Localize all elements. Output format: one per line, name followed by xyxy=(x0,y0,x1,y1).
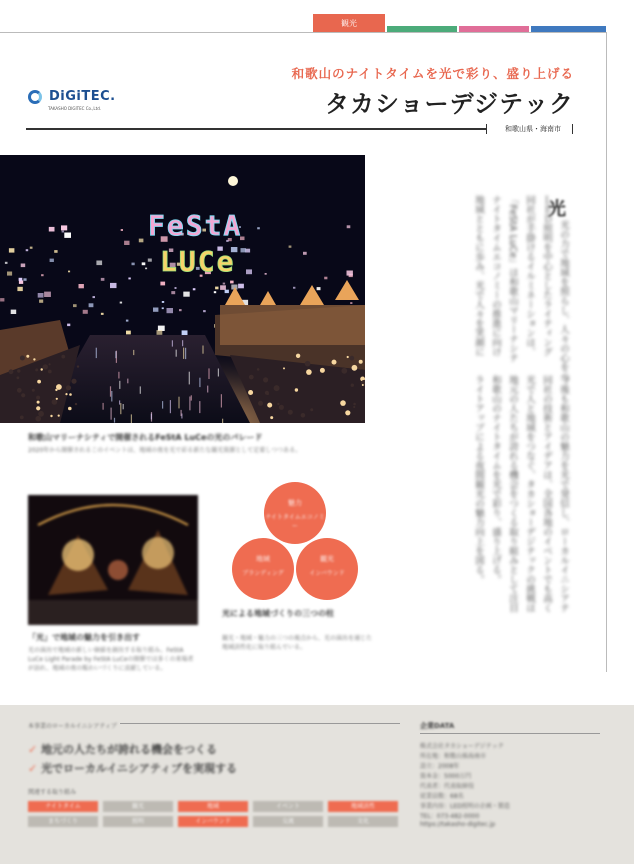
article-column: 地元の人たちが誇れる機会をつくる取り組みとして注目 xyxy=(507,375,518,613)
lantern xyxy=(17,287,22,291)
lantern xyxy=(23,278,26,281)
footer-heading-rule xyxy=(120,723,400,724)
circle-charm-sub: ナイトタイムエコノミー xyxy=(265,514,325,530)
lantern xyxy=(171,291,175,294)
water-reflection xyxy=(199,401,200,413)
footer-chips-heading: 関連する取り組み xyxy=(28,789,77,796)
water-reflection xyxy=(110,386,111,396)
article-column: 同社の技術とアイデアは、全国各地のイベントでも高く xyxy=(541,375,552,613)
tab-1: 観光 xyxy=(313,14,385,32)
company-info-line: 代表者：代表取締役 xyxy=(420,783,475,790)
crowd-light xyxy=(350,356,355,361)
lantern xyxy=(132,263,135,266)
check-icon: ✓ xyxy=(28,762,38,775)
water-reflection xyxy=(140,386,141,393)
circle-region-sub: ブランディング xyxy=(242,570,284,577)
crowd-light xyxy=(50,415,52,417)
logo-subtext: TAKASHO DIGITEC Co.,Ltd. xyxy=(48,106,102,111)
photo-caption-body: 2020年から開催されるこのイベントは、地域の夜を光で彩る新たな観光資源として定着しつつある。 xyxy=(28,447,302,454)
page-title: タカショーデジテック xyxy=(324,90,574,118)
parade-illustration xyxy=(28,495,198,625)
water-reflection xyxy=(151,414,152,420)
tag-chip: 地域 xyxy=(178,801,248,812)
footer-initiative-heading: 本事業のローカルイニシアティブ xyxy=(28,723,117,730)
water-reflection xyxy=(208,368,209,379)
water-reflection xyxy=(119,400,120,404)
water-reflection xyxy=(172,340,173,346)
crowd-light xyxy=(41,368,43,370)
tag-chip: インバウンド xyxy=(178,816,248,827)
water-reflection xyxy=(178,397,179,409)
crowd-light xyxy=(274,385,280,391)
crowd-light xyxy=(249,375,254,380)
lantern xyxy=(225,290,229,293)
crowd-light xyxy=(9,369,14,374)
article-column: 光で人と地域をつなぐ、タカショーデジテックの挑戦は xyxy=(524,375,535,613)
article-lead-char: 光 xyxy=(548,199,566,220)
article-column: 和歌山のナイトタイムを光で彩り、盛り上げる。 xyxy=(490,375,501,584)
lantern xyxy=(347,225,351,228)
crowd-light xyxy=(52,399,58,405)
circle-caption-title: 光による地域づくりの三つの柱 xyxy=(222,609,334,618)
crowd-light xyxy=(36,396,40,400)
lantern xyxy=(350,302,352,304)
circle-charm xyxy=(264,482,326,544)
crowd-light xyxy=(301,413,306,418)
location-label: 和歌山県・海南市 xyxy=(505,125,561,133)
water-reflection xyxy=(162,401,163,409)
article-column: 今後も和歌山の魅力を光で発信し、ローカルイニシアテ xyxy=(558,375,569,613)
crowd-light xyxy=(68,407,72,411)
circle-tourism-title: 観光 xyxy=(320,555,334,563)
crowd-light xyxy=(77,365,79,367)
company-info-line: 株式会社タカショーデジテック xyxy=(420,743,504,750)
logo-text: DiGiTEC. xyxy=(49,89,116,104)
lantern xyxy=(257,227,260,229)
crowd-light xyxy=(56,398,58,400)
page-subtitle: 和歌山のナイトタイムを光で彩り、盛り上げる xyxy=(291,66,574,81)
article-column: ＬＥＤ照明を中心としたライティング xyxy=(541,195,552,357)
crowd-light xyxy=(35,368,38,371)
crowd-light xyxy=(353,406,355,408)
lantern xyxy=(289,246,292,248)
parade-caption-body: 光の演出で地域の新しい価値を創出する取り組み。FeStA LuCe Light Parade by FeStA LuCeの開催では多くの来場者が訪れ、地域の夜の賑わいづくりに貢献している。 xyxy=(28,647,194,672)
crowd-light xyxy=(32,389,35,392)
company-info-line: TEL：073-482-0000 xyxy=(420,813,480,820)
crowd-light xyxy=(340,400,346,406)
lantern xyxy=(142,262,146,265)
company-data-heading: 企業DATA xyxy=(420,722,455,730)
crowd-light xyxy=(347,356,349,358)
footer-check-1-text: 地元の人たちが誇れる機会をつくる xyxy=(41,743,218,756)
company-info-line: 所在地：和歌山県海南市 xyxy=(420,753,487,760)
crowd-light xyxy=(20,356,25,361)
lantern xyxy=(50,259,54,262)
crowd-light xyxy=(288,410,293,415)
lantern xyxy=(5,262,8,264)
lantern xyxy=(160,282,165,286)
lantern xyxy=(223,283,225,285)
lantern xyxy=(162,301,164,303)
lantern xyxy=(41,274,44,276)
company-info-line: 従業員数：68名 xyxy=(420,793,464,800)
lantern xyxy=(220,285,226,290)
crowd-light xyxy=(267,403,272,408)
water-reflection xyxy=(131,414,132,423)
water-reflection xyxy=(96,348,97,358)
tag-chip: 観光 xyxy=(103,801,173,812)
crowd-light xyxy=(359,360,363,364)
crowd-light xyxy=(267,393,269,395)
lantern xyxy=(148,259,152,262)
crowd-light xyxy=(279,405,284,410)
article-column: 光の力で地域を照らし、人々の心をつ xyxy=(558,220,569,382)
water-reflection xyxy=(181,410,182,416)
lantern xyxy=(62,231,64,233)
tag-chip: イベント xyxy=(253,801,323,812)
tag-chip: 文化 xyxy=(328,816,398,827)
crowd-light xyxy=(283,367,285,369)
lantern xyxy=(30,247,33,249)
crowd-light xyxy=(43,364,48,369)
crowd-light xyxy=(26,355,29,358)
lantern xyxy=(39,300,43,303)
lantern xyxy=(21,264,26,268)
company-info-line: 資本金：5000万円 xyxy=(420,773,472,780)
lantern xyxy=(49,227,55,232)
water-reflection xyxy=(185,348,186,359)
crowd-light xyxy=(37,380,41,384)
lantern xyxy=(124,241,129,245)
crowd-light xyxy=(17,376,20,379)
crowd-light xyxy=(17,388,22,393)
lantern xyxy=(175,287,177,289)
lantern xyxy=(93,296,96,298)
check-icon: ✓ xyxy=(28,743,38,756)
tag-chip: まちづくり xyxy=(28,816,98,827)
lantern xyxy=(265,273,267,275)
lantern xyxy=(183,292,189,297)
crowd-light xyxy=(36,406,40,410)
lantern xyxy=(110,283,117,288)
parade-caption-title: 「光」で地域の魅力を引き出す xyxy=(28,633,140,642)
photo-caption-title: 和歌山マリーナシティで開催されるFeStA LuCeの光のパレード xyxy=(28,433,263,442)
crowd-light xyxy=(58,415,60,417)
crowd-light xyxy=(20,416,24,420)
crowd-light xyxy=(263,377,268,382)
lantern xyxy=(54,250,57,253)
crowd-light xyxy=(248,390,253,395)
water-reflection xyxy=(111,408,112,420)
lantern xyxy=(120,302,122,304)
circle-region xyxy=(232,538,294,600)
crowd-light xyxy=(65,393,67,395)
location-tick xyxy=(572,124,573,134)
crowd-light xyxy=(61,355,65,359)
crowd-light xyxy=(332,360,337,365)
crowd-light xyxy=(296,354,300,358)
water-reflection xyxy=(176,350,177,357)
crowd-light xyxy=(69,393,72,396)
water-reflection xyxy=(111,391,112,402)
lantern xyxy=(38,293,44,298)
crowd-light xyxy=(310,408,313,411)
crowd-light xyxy=(35,416,41,422)
crowd-light xyxy=(352,365,358,371)
crowd-light xyxy=(49,363,51,365)
crowd-light xyxy=(33,358,35,360)
lantern xyxy=(145,268,147,270)
lantern xyxy=(215,287,218,290)
festival-illustration xyxy=(0,155,365,423)
crowd-light xyxy=(56,384,62,390)
water-reflection xyxy=(202,346,203,354)
crowd-light xyxy=(362,384,364,386)
water-reflection xyxy=(118,372,119,379)
crowd-light xyxy=(320,368,325,373)
footer-check-1 xyxy=(28,741,217,757)
lantern xyxy=(139,239,144,243)
water-reflection xyxy=(222,419,223,423)
crowd-light xyxy=(71,379,76,384)
lantern xyxy=(79,284,84,288)
company-data-rule xyxy=(420,733,600,734)
water-reflection xyxy=(119,381,120,389)
water-reflection xyxy=(114,418,115,423)
footer-check-2 xyxy=(28,760,237,776)
crowd-light xyxy=(341,368,347,374)
crowd-light xyxy=(353,403,356,406)
water-reflection xyxy=(182,340,183,346)
crowd-light xyxy=(351,384,354,387)
sign-line-1: FeStA xyxy=(148,209,243,242)
crowd-light xyxy=(257,368,260,371)
article-column: ナイトタイムエコノミーの推進に向け xyxy=(490,195,501,357)
water-reflection xyxy=(221,394,222,407)
lantern xyxy=(303,252,307,255)
water-reflection xyxy=(218,369,219,377)
crowd-light xyxy=(37,401,40,404)
water-reflection xyxy=(133,350,134,355)
footer-panel xyxy=(0,705,634,864)
tag-chip: 交流 xyxy=(253,816,323,827)
footer-check-2-text: 光でローカルイニシアティブを実現する xyxy=(41,762,237,775)
crowd-light xyxy=(48,370,52,374)
logo-ring-icon xyxy=(28,90,42,104)
lantern xyxy=(317,287,321,290)
water-reflection xyxy=(127,379,128,384)
water-reflection xyxy=(103,403,104,410)
company-info-line: https://takasho-digitec.jp xyxy=(420,821,496,828)
crowd-light xyxy=(258,401,263,406)
header-divider xyxy=(26,128,486,130)
crowd-light xyxy=(21,393,25,397)
article-column: ライトアップによる夜間観光の魅力向上を図る。 xyxy=(473,375,484,584)
crowd-light xyxy=(38,411,44,417)
tag-chip: 地域活性 xyxy=(328,801,398,812)
lantern xyxy=(64,233,71,238)
company-info-line: 設立：2008年 xyxy=(420,763,460,770)
crowd-light xyxy=(345,410,350,415)
lantern xyxy=(245,249,250,253)
article-column: 同社が手掛けるイルミネーションは、 xyxy=(524,195,535,357)
lantern xyxy=(9,248,15,252)
circle-caption-body: 観光・地域・魅力の三つの視点から、光の演出を通じた地域活性化に取り組んでいる。 xyxy=(222,635,372,651)
lantern xyxy=(19,280,23,284)
crowd-light xyxy=(305,361,311,367)
tag-chip: 照明 xyxy=(103,816,173,827)
water-reflection xyxy=(189,372,190,385)
water-reflection xyxy=(115,351,116,358)
lantern xyxy=(230,281,234,284)
circle-charm-title: 魅力 xyxy=(288,499,302,507)
top-rule xyxy=(0,32,606,33)
crowd-light xyxy=(277,403,279,405)
lantern xyxy=(68,271,70,273)
water-reflection xyxy=(123,404,124,409)
crowd-light xyxy=(17,369,20,372)
water-reflection xyxy=(199,378,200,387)
lantern xyxy=(0,298,4,301)
lantern xyxy=(293,287,295,289)
crowd-light xyxy=(306,369,312,375)
lantern xyxy=(246,269,252,274)
crowd-light xyxy=(270,416,273,419)
lantern xyxy=(44,292,51,297)
water-reflection xyxy=(207,386,208,393)
lantern xyxy=(128,278,130,280)
water-reflection xyxy=(183,348,184,359)
lantern xyxy=(61,225,67,230)
lantern xyxy=(214,291,216,293)
lantern xyxy=(241,248,246,252)
lantern xyxy=(324,277,327,280)
lantern xyxy=(193,288,196,290)
water-reflection xyxy=(170,400,171,413)
right-rule xyxy=(606,32,607,672)
article-column: 「FeStA LuCe」は和歌山マリーナシテ xyxy=(507,195,518,363)
lantern xyxy=(101,278,105,281)
company-info-line: 事業内容：LED照明の企画・製造 xyxy=(420,803,510,810)
circle-region-title: 地域 xyxy=(256,555,270,563)
water-reflection xyxy=(120,403,121,414)
sign-line-2: LUCe xyxy=(160,245,236,278)
night-festival-photo xyxy=(0,155,365,423)
lantern xyxy=(121,229,123,231)
lantern xyxy=(96,261,102,266)
lantern xyxy=(238,284,244,289)
light-parade-photo xyxy=(28,495,198,625)
lantern xyxy=(7,272,12,276)
tag-chip: ナイトタイム xyxy=(28,801,98,812)
circle-tourism xyxy=(296,538,358,600)
lantern xyxy=(347,271,353,276)
water-reflection xyxy=(189,397,190,411)
circle-tourism-sub: インバウンド xyxy=(309,570,345,577)
lantern xyxy=(19,278,23,281)
crowd-light xyxy=(295,388,298,391)
article-column: 地域とともに歩み、光で人々を笑顔に xyxy=(473,195,484,357)
crowd-light xyxy=(75,403,77,405)
lantern xyxy=(26,249,29,251)
crowd-light xyxy=(66,385,71,390)
water-reflection xyxy=(191,395,192,400)
header-divider-tick xyxy=(486,124,487,134)
